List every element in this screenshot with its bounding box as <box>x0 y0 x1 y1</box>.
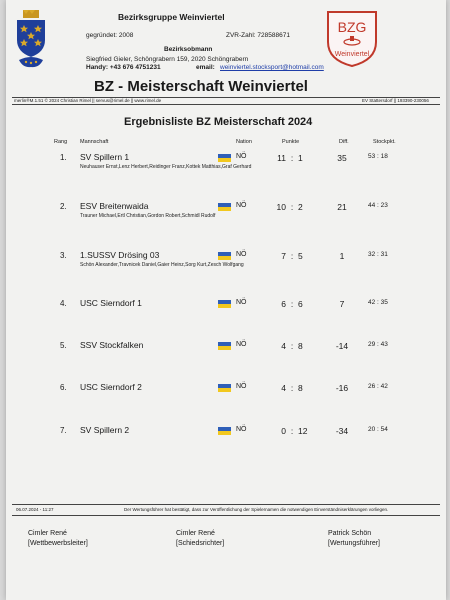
crest-icon <box>14 10 48 68</box>
table-row <box>6 296 446 332</box>
row-nation: NÖ <box>236 299 247 306</box>
row-rank: 2. <box>60 202 67 211</box>
row-nation: NÖ <box>236 341 247 348</box>
founded-date: gegründet: 2008 <box>86 32 134 39</box>
row-stock: 26 : 42 <box>368 383 388 390</box>
row-players: Neuhauser Ernst,Lenz Herbert,Reidinger Franz,Kottek Matthias,Graf Gerhard <box>80 164 252 170</box>
table-row <box>6 380 446 416</box>
row-team: SV Spillern 1 <box>80 152 130 162</box>
row-diff: 1 <box>339 251 345 261</box>
points-lost: 2 <box>298 202 303 212</box>
points-won: 11 <box>277 153 286 163</box>
col-header-rank: Rang <box>54 139 68 145</box>
table-row <box>6 150 446 186</box>
divider-footer-bottom <box>12 515 440 516</box>
email-label: email: <box>196 64 215 71</box>
signature-name-referee: Cimler René <box>176 530 215 537</box>
col-header-points: Punkte <box>282 139 300 145</box>
row-rank: 7. <box>60 426 67 435</box>
row-stock: 42 : 35 <box>368 299 388 306</box>
points-won: 4 <box>281 383 286 393</box>
row-players: Schön Alexander,Travnicek Daniel,Gaier Heinz,Sorg Kurt,Zesch Wolfgang <box>80 262 244 268</box>
points-lost: 1 <box>298 153 303 163</box>
row-points: 10 : 2 <box>272 202 328 212</box>
phone-number: Handy: +43 676 4751231 <box>86 64 161 71</box>
col-header-stock: Stockpkt. <box>373 139 396 145</box>
divider-bottom <box>12 104 440 105</box>
col-header-diff: Diff. <box>339 139 349 145</box>
signature-role-scorekeeper: [Wertungsführer] <box>328 540 381 547</box>
signature-role-competition-leader: [Wettbewerbsleiter] <box>28 540 88 547</box>
flag-icon <box>218 384 231 392</box>
row-nation: NÖ <box>236 383 247 390</box>
zvr-number: ZVR-Zahl: 728588671 <box>226 32 290 39</box>
flag-icon <box>218 300 231 308</box>
row-team: USC Sierndorf 2 <box>80 382 142 392</box>
row-rank: 6. <box>60 383 67 392</box>
row-rank: 5. <box>60 341 67 350</box>
signature-role-referee: [Schiedsrichter] <box>176 540 225 547</box>
points-lost: 8 <box>298 383 303 393</box>
table-row <box>6 248 446 284</box>
flag-icon <box>218 203 231 211</box>
row-points: 4 : 8 <box>272 341 328 351</box>
row-nation: NÖ <box>236 202 247 209</box>
bzg-logo <box>324 8 380 68</box>
signature-name-competition-leader: Cimler René <box>28 530 67 537</box>
row-stock: 53 : 18 <box>368 153 388 160</box>
row-points: 7 : 5 <box>272 251 328 261</box>
org-title: Bezirksgruppe Weinviertel <box>118 12 225 22</box>
logo-text: BZG <box>337 19 367 35</box>
points-won: 4 <box>281 341 286 351</box>
logo-subtext: Weinviertel <box>334 51 370 58</box>
consent-note: Der Wertungsführer hat bestätigt, dass zur Veröffentlichung der Spielernamen die notwendigen Einverständniserklärungen vorliegen. <box>124 507 389 512</box>
flag-icon <box>218 427 231 435</box>
row-diff: -34 <box>335 426 349 436</box>
row-players: Trauner Michael,Ertl Christian,Gordon Robert,Schmidl Rudolf <box>80 213 216 219</box>
row-team: USC Sierndorf 1 <box>80 298 142 308</box>
row-points: 4 : 8 <box>272 383 328 393</box>
club-id: EV Stattersdorf || 193390-230056 <box>362 98 429 103</box>
result-list-title: Ergebnisliste BZ Meisterschaft 2024 <box>124 116 313 128</box>
row-stock: 20 : 54 <box>368 426 388 433</box>
flag-icon <box>218 342 231 350</box>
row-team: 1.SUSSV Drösing 03 <box>80 250 160 260</box>
flag-icon <box>218 154 231 162</box>
row-team: ESV Breitenwaida <box>80 201 149 211</box>
row-diff: 21 <box>337 202 347 212</box>
table-row <box>6 338 446 374</box>
flag-icon <box>218 252 231 260</box>
document-sheet <box>6 0 446 600</box>
col-header-team: Mannschaft <box>80 139 109 145</box>
points-lost: 5 <box>298 251 303 261</box>
row-rank: 4. <box>60 299 67 308</box>
row-diff: -16 <box>335 383 349 393</box>
row-points: 11 : 1 <box>272 153 328 163</box>
print-date: 06.07.2024 - 11:27 <box>16 507 54 512</box>
row-stock: 32 : 31 <box>368 251 388 258</box>
row-rank: 1. <box>60 153 67 162</box>
chair-title: Bezirksobmann <box>164 46 213 53</box>
table-row <box>6 199 446 235</box>
points-lost: 6 <box>298 299 303 309</box>
table-row <box>6 423 446 459</box>
row-nation: NÖ <box>236 153 247 160</box>
email-link[interactable]: weinviertel.stocksport@hotmail.com <box>220 64 324 71</box>
row-diff: -14 <box>335 341 349 351</box>
page-title: BZ - Meisterschaft Weinviertel <box>94 78 308 95</box>
points-won: 6 <box>281 299 286 309</box>
points-won: 10 <box>276 202 286 212</box>
col-header-nation: Nation <box>236 139 252 145</box>
row-points: 6 : 6 <box>272 299 328 309</box>
points-won: 7 <box>281 251 286 261</box>
row-nation: NÖ <box>236 251 247 258</box>
row-diff: 35 <box>337 153 347 163</box>
row-team: SV Spillern 2 <box>80 425 130 435</box>
points-lost: 12 <box>298 426 308 436</box>
row-points: 0 : 12 <box>272 426 328 436</box>
divider-footer <box>12 504 440 505</box>
row-team: SSV Stockfalken <box>80 340 144 350</box>
software-credit: merlin®M.1.51 © 2024 Christian Rimel || servus@rimel.de || www.rimel.de <box>14 98 162 103</box>
row-stock: 44 : 23 <box>368 202 388 209</box>
chair-address: Siegfried Gieler, Schöngrabern 159, 2020 Schöngrabern <box>86 56 249 63</box>
signature-name-scorekeeper: Patrick Schön <box>328 530 372 537</box>
points-won: 0 <box>281 426 286 436</box>
points-lost: 8 <box>298 341 303 351</box>
row-stock: 29 : 43 <box>368 341 388 348</box>
row-nation: NÖ <box>236 426 247 433</box>
row-diff: 7 <box>339 299 345 309</box>
row-rank: 3. <box>60 251 67 260</box>
